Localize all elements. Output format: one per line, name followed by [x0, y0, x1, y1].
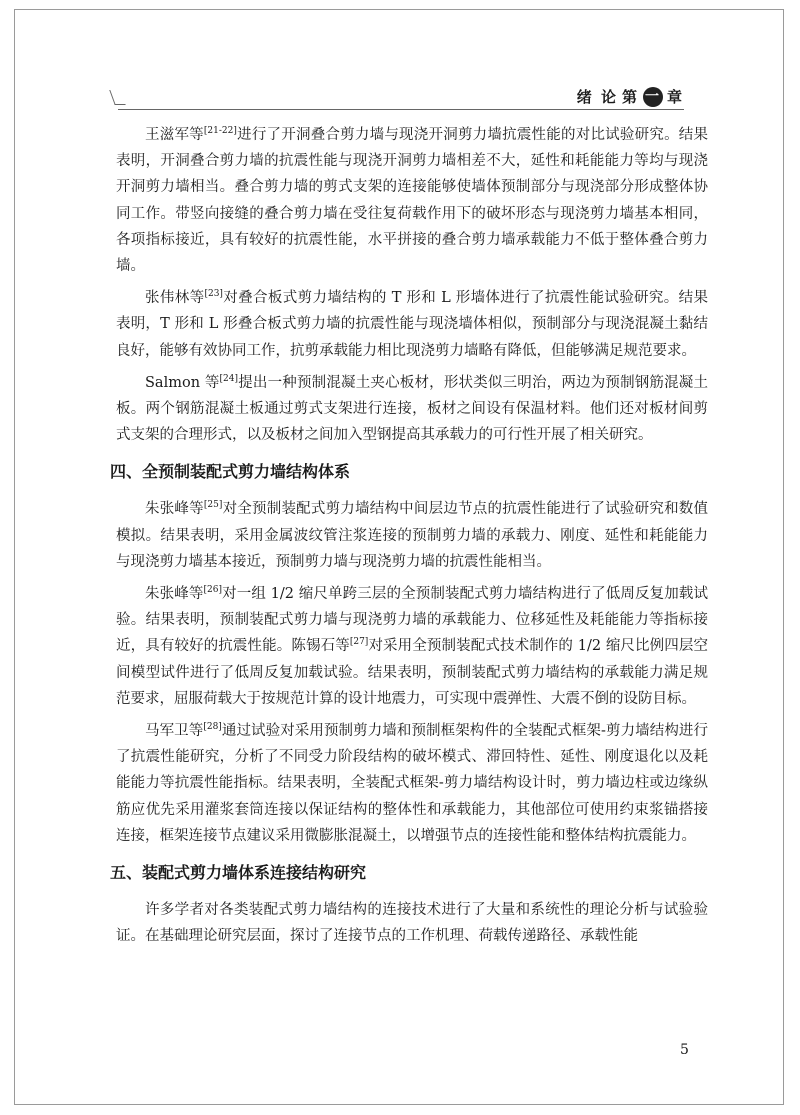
paragraph: 许多学者对各类装配式剪力墙结构的连接技术进行了大量和系统性的理论分析与试验验证。在基础理论研究层面，探讨了连接节点的工作机理、荷载传递路径、承载性能: [116, 902, 708, 945]
paragraph: Salmon 等[24]提出一种预制混凝土夹心板材，形状类似三明治，两边为预制钢筋混凝土板。两个钢筋混凝土板通过剪式支架进行连接，板材之间设有保温材料。他们还对板材间剪式支架的合理形式，以及板材之间加入型钢提高其承载力的可行性开展了相关研究。: [116, 373, 708, 444]
paragraph: 王滋军等[21-22]进行了开洞叠合剪力墙与现浇开洞剪力墙抗震性能的对比试验研究。结果表明，开洞叠合剪力墙的抗震性能与现浇开洞剪力墙相差不大，延性和耗能能力等均与现浇开洞剪力墙相当。叠合剪力墙的剪式支架的连接能够使墙体预制部分与现浇部分形成整体协同工作。带竖向接缝的叠合剪力墙在受往复荷载作用下的破坏形态与现浇剪力墙基本相同，各项指标接近，具有较好的抗震性能，水平拼接的叠合剪力墙承载能力不低于整体叠合剪力墙。: [116, 126, 709, 275]
citation: [28]: [203, 722, 222, 733]
header-rule: [118, 109, 684, 110]
citation: [21-22]: [203, 126, 237, 136]
running-header: [118, 86, 684, 110]
chapter-prefix: 第: [621, 88, 639, 106]
section-label: 绪 论: [576, 88, 618, 106]
citation: [26]: [203, 585, 222, 596]
citation: [23]: [204, 289, 223, 300]
paragraph: 朱张峰等[26]对一组 1/2 缩尺单跨三层的全预制装配式剪力墙结构进行了低周反复加载试验。结果表明，预制装配式剪力墙与现浇剪力墙的承载能力、位移延性及耗能能力等指标接近，具有较好的抗震性能。陈锡石等[27]对采用全预制装配式技术制作的 1/2 缩尺比例四层空间模型试件进行了低周反复加载试验。结果表明，预制装配式剪力墙结构的承载能力满足规范要求，屈服荷载大于按规范计算的设计地震力，可实现中震弹性、大震不倒的设防目标。: [116, 585, 709, 707]
chapter-label: [577, 86, 684, 107]
citation: [27]: [349, 637, 369, 648]
page-number: 5: [680, 1042, 689, 1058]
paragraph: 张伟林等[23]对叠合板式剪力墙结构的 T 形和 L 形墙体进行了抗震性能试验研究。结果表明，T 形和 L 形叠合板式剪力墙的抗震性能与现浇墙体相似，预制部分与现浇混凝土黏结良好，能够有效协同工作，抗剪承载能力相比现浇剪力墙略有降低，但能够满足规范要求。: [116, 289, 709, 359]
chapter-suffix: 章: [666, 88, 684, 106]
chapter-number-badge: 一: [644, 88, 661, 105]
paragraph: 朱张峰等[25]对全预制装配式剪力墙结构中间层边节点的抗震性能进行了试验研究和数值模拟。结果表明，采用金属波纹管注浆连接的预制剪力墙的承载力、刚度、延性和耗能能力与现浇剪力墙基本接近，预制剪力墙与现浇剪力墙的抗震性能相当。: [116, 500, 709, 570]
paragraph: 马军卫等[28]通过试验对采用预制剪力墙和预制框架构件的全装配式框架-剪力墙结构进行了抗震性能研究，分析了不同受力阶段结构的破坏模式、滞回特性、延性、刚度退化以及耗能能力等抗震性能指标。结果表明，全装配式框架-剪力墙结构设计时，剪力墙边柱或边缘纵筋应优先采用灌浆套筒连接以保证结构的整体性和承载能力，其他部位可使用约束浆锚搭接连接，框架连接节点建议采用微膨胀混凝土，以增强节点的连接性能和整体结构抗震能力。: [116, 722, 708, 844]
citation: [25]: [203, 500, 223, 511]
section-heading-4: 四、全预制装配式剪力墙结构体系: [110, 462, 351, 482]
body-text: [110, 122, 709, 955]
section-heading-5: 五、装配式剪力墙体系连接结构研究: [110, 863, 367, 883]
citation: [24]: [219, 373, 239, 384]
